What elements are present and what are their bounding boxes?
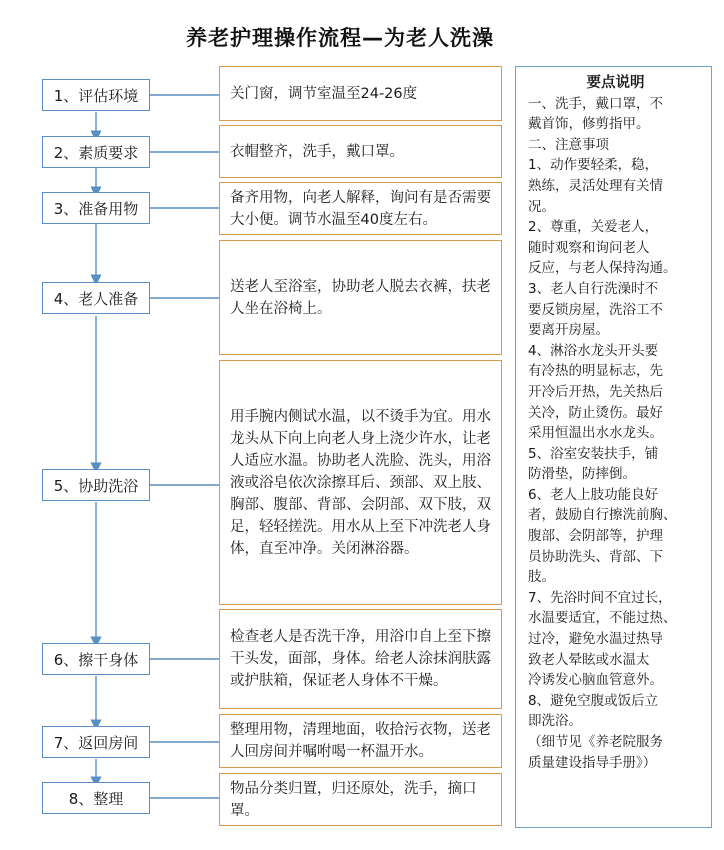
notes-line: 熟练，灵活处理有关情 — [528, 177, 663, 194]
notes-line: 致老人晕眩或水温太 — [528, 651, 650, 668]
notes-line: 6、老人上肢功能良好 — [528, 486, 659, 503]
notes-line: （细节见《养老院服务 — [528, 734, 663, 750]
notes-line: 关冷，防止烫伤。最好 — [528, 404, 663, 421]
step-4-box[interactable]: 4、老人准备 — [42, 282, 150, 314]
notes-body — [528, 94, 703, 774]
notes-line: 采用恒温出水水龙头。 — [528, 425, 663, 442]
notes-line: 肢。 — [528, 569, 555, 586]
step-3-box[interactable]: 3、准备用物 — [42, 192, 150, 224]
step-1-description: 关门窗，调节室温至24-26度 — [219, 66, 502, 121]
notes-line: 质量建设指导手册》） — [528, 754, 657, 771]
notes-line: 8、避免空腹或饭后立 — [528, 692, 659, 709]
step-1-box[interactable]: 1、评估环境 — [42, 79, 150, 111]
notes-panel — [515, 66, 712, 828]
notes-line: 防滑垫，防摔倒。 — [528, 466, 636, 483]
step-8-description: 物品分类归置，归还原处，洗手，摘口罩。 — [219, 773, 502, 826]
page-title: 养老护理操作流程—为老人洗澡 — [186, 26, 494, 50]
notes-line: 即洗浴。 — [528, 713, 582, 730]
notes-line: 冷诱发心脑血管意外。 — [528, 672, 663, 689]
notes-line: 腹部、会阴部等，护理 — [528, 528, 663, 545]
notes-line: 1、动作要轻柔，稳， — [528, 157, 659, 174]
step-7-description: 整理用物，清理地面，收拾污衣物，送老人回房间并嘱咐喝一杯温开水。 — [219, 714, 502, 768]
step-8-box[interactable]: 8、整理 — [42, 782, 150, 814]
step-4-description: 送老人至浴室，协助老人脱去衣裤，扶老人坐在浴椅上。 — [219, 240, 502, 355]
notes-line: 要离开房屋。 — [528, 322, 609, 339]
step-7-box[interactable]: 7、返回房间 — [42, 726, 150, 758]
step-5-box[interactable]: 5、协助洗浴 — [42, 469, 150, 501]
notes-line: 开冷后开热，先关热后 — [528, 383, 663, 400]
step-6-description: 检查老人是否洗干净，用浴巾自上至下擦干头发，面部，身体。给老人涂抹润肤露或护肤箱，保证老人身体不干燥。 — [219, 609, 502, 709]
notes-line: 要反锁房屋，洗浴工不 — [528, 301, 663, 318]
notes-line: 二、注意事项 — [528, 136, 609, 153]
notes-line: 2、尊重，关爱老人， — [528, 219, 659, 236]
notes-line: 员协助洗头、背部、下 — [528, 548, 663, 565]
notes-line: 一、洗手，戴口罩，不 — [528, 95, 663, 112]
notes-line: 戴首饰，修剪指甲。 — [528, 116, 650, 133]
step-2-box[interactable]: 2、素质要求 — [42, 136, 150, 168]
notes-line: 者，鼓励自行擦洗前胸、 — [528, 507, 677, 524]
notes-line: 反应，与老人保持沟通。 — [528, 260, 677, 277]
notes-line: 有冷热的明显标志，先 — [528, 363, 663, 380]
step-6-box[interactable]: 6、擦干身体 — [42, 643, 150, 675]
step-2-description: 衣帽整齐，洗手，戴口罩。 — [219, 125, 502, 178]
notes-line: 5、浴室安装扶手，铺 — [528, 445, 659, 462]
notes-line: 况。 — [528, 198, 555, 215]
notes-line: 过冷，避免水温过热导 — [528, 631, 663, 648]
step-3-description: 备齐用物，向老人解释，询问有是否需要大小便。调节水温至40度左右。 — [219, 182, 502, 235]
notes-line: 4、淋浴水龙头开头要 — [528, 342, 659, 359]
notes-line: 水温要适宜，不能过热、 — [528, 610, 677, 627]
step-5-description: 用手腕内侧试水温，以不烫手为宜。用水龙头从下向上向老人身上浇少许水，让老人适应水温。协助老人洗脸、洗头，用浴液或浴皂依次涂擦耳后、颈部、双上肢、胸部、腹部、背部、会阴部、双下肢，双足，轻轻搓洗。用水从上至下冲洗老人身体，直至冲净。关闭淋浴器。 — [219, 360, 502, 605]
notes-title: 要点说明 — [586, 75, 645, 91]
notes-line: 随时观察和询问老人 — [528, 239, 650, 256]
notes-line: 7、先浴时间不宜过长， — [528, 589, 672, 606]
notes-line: 3、老人自行洗澡时不 — [528, 280, 659, 297]
